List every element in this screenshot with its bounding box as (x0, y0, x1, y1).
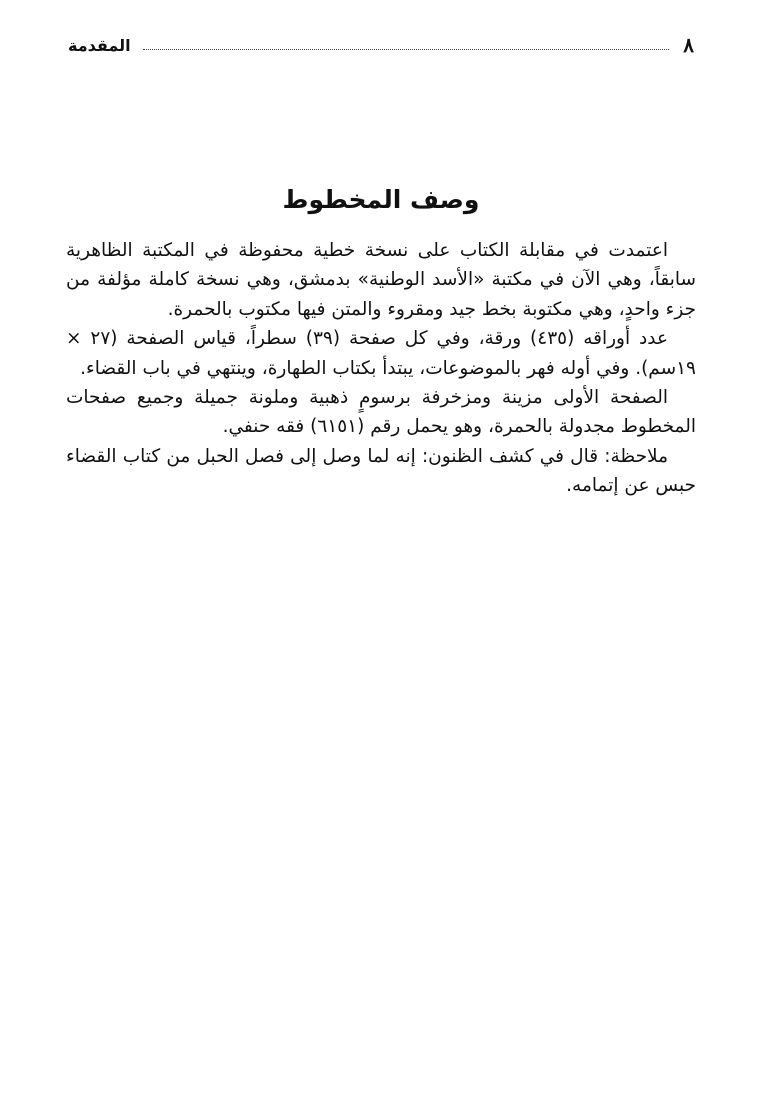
body-text (66, 236, 696, 501)
paragraph: ملاحظة: قال في كشف الظنون: إنه لما وصل إلى فصل الحبل من كتاب القضاء حبس عن إتمامه. (66, 445, 696, 497)
paragraph: اعتمدت في مقابلة الكتاب على نسخة خطية محفوظة في المكتبة الظاهرية سابقاً، وهي الآن في مكتبة «الأسد الوطنية» بدمشق، وهي نسخة كاملة مؤلفة من جزء واحدٍ، وهي مكتوبة بخط جيد ومقروء والمتن فيها مكتوب بالحمرة. (66, 240, 696, 320)
running-header (68, 32, 694, 58)
section-heading: وصف المخطوط (282, 185, 480, 214)
running-section-title: المقدمة (68, 35, 131, 55)
paragraph: الصفحة الأولى مزينة ومزخرفة برسومٍ ذهبية وملونة جميلة وجميع صفحات المخطوط مجدولة بالحمرة، وهو يحمل رقم (٦١٥١) فقه حنفي. (66, 387, 696, 438)
page-number: ٨ (683, 33, 694, 57)
paragraph: عدد أوراقه (٤٣٥) ورقة، وفي كل صفحة (٣٩) سطراً، قياس الصفحة (٢٧ × ١٩سم). وفي أوله فهر بالموضوعات، يبتدأ بكتاب الطهارة، وينتهي في باب القضاء. (66, 328, 696, 379)
header-dotted-leader (143, 49, 670, 50)
